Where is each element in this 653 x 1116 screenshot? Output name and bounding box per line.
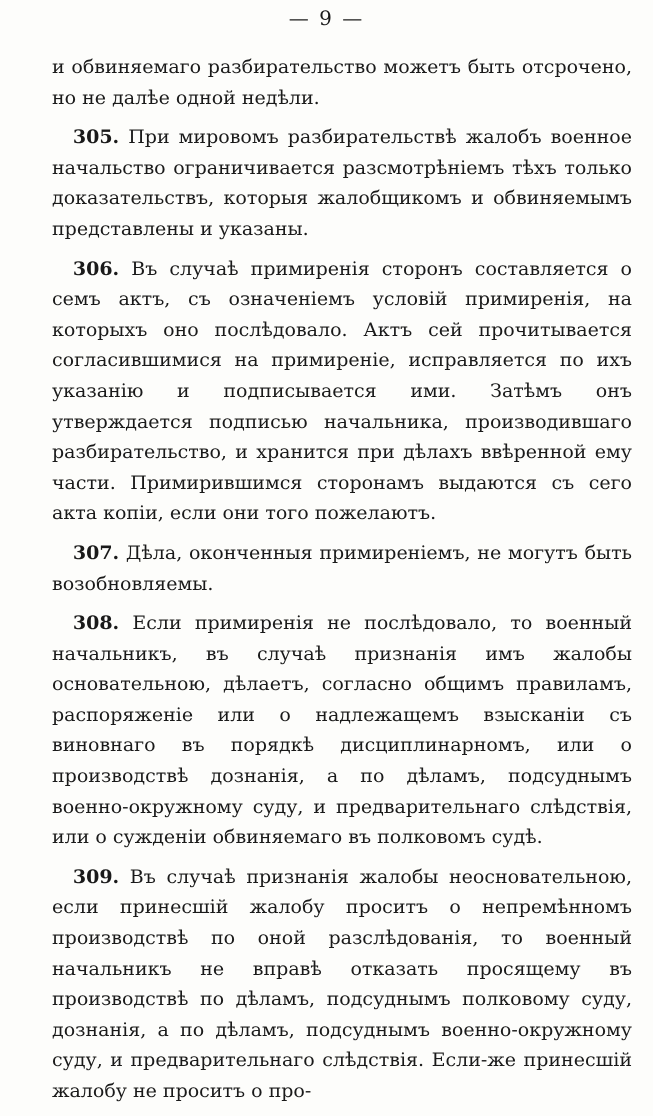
- article-307: [52, 538, 632, 599]
- page-number: — 9 —: [288, 6, 365, 30]
- paragraph-text: и обвиняемаго разбирательство можетъ быть отсрочено, но не далѣе одной недѣли.: [52, 56, 632, 109]
- text-body: [52, 52, 632, 1116]
- article-number: 307.: [72, 541, 120, 564]
- article-309: [52, 862, 632, 1107]
- article-text: При мировомъ разбирательствѣ жалобъ военное начальство ограничивается разсмотрѣніемъ тѣхъ только доказательствъ, которыя жалобщикомъ и обвиняемымъ представлены и указаны.: [52, 126, 632, 240]
- article-text: Дѣла, оконченныя примиреніемъ, не могутъ быть возобновляемы.: [52, 541, 633, 595]
- article-306: [52, 254, 632, 529]
- article-308: [52, 608, 632, 853]
- article-number: 309.: [72, 865, 120, 888]
- article-text: Въ случаѣ примиренія сторонъ составляется о семъ актъ, съ означеніемъ условій примиренія, на которыхъ оно послѣдовало. Актъ сей прочитывается согласившимися на примиреніе, исправляется по ихъ указанію и подписывается ими. Затѣмъ онъ утверждается подписью начальника, производившаго разбирательство, и хранится при дѣлахъ ввѣренной ему части. Примирившимся сторонамъ выдаются съ сего акта копіи, если они того пожелаютъ.: [52, 257, 632, 525]
- article-number: 306.: [72, 257, 120, 280]
- article-number: 308.: [72, 612, 120, 635]
- paragraph-continuation: [52, 52, 632, 113]
- article-text: Если примиренія не послѣдовало, то военный начальникъ, въ случаѣ признанія имъ жалобы основательною, дѣлаетъ, согласно общимъ правиламъ, распоряженіе или о надлежащемъ взысканіи съ виновнаго въ порядкѣ дисциплинарномъ, или о производствѣ дознанія, а по дѣламъ, подсуднымъ военно-окружному суду, и предварительнаго слѣдствія, или о сужденіи обвиняемаго въ полковомъ судѣ.: [52, 612, 632, 849]
- article-text: Въ случаѣ признанія жалобы неосновательною, если принесшій жалобу проситъ о непремѣнномъ производствѣ по оной разслѣдованія, то военный начальникъ не вправѣ отказать просящему въ производствѣ по дѣламъ, подсуднымъ полковому суду, дознанія, а по дѣламъ, подсуднымъ военно-окружному суду, и предварительнаго слѣдствія. Если-же принесшій жалобу не проситъ о про-: [52, 865, 632, 1102]
- article-305: [52, 122, 632, 244]
- article-number: 305.: [72, 126, 120, 149]
